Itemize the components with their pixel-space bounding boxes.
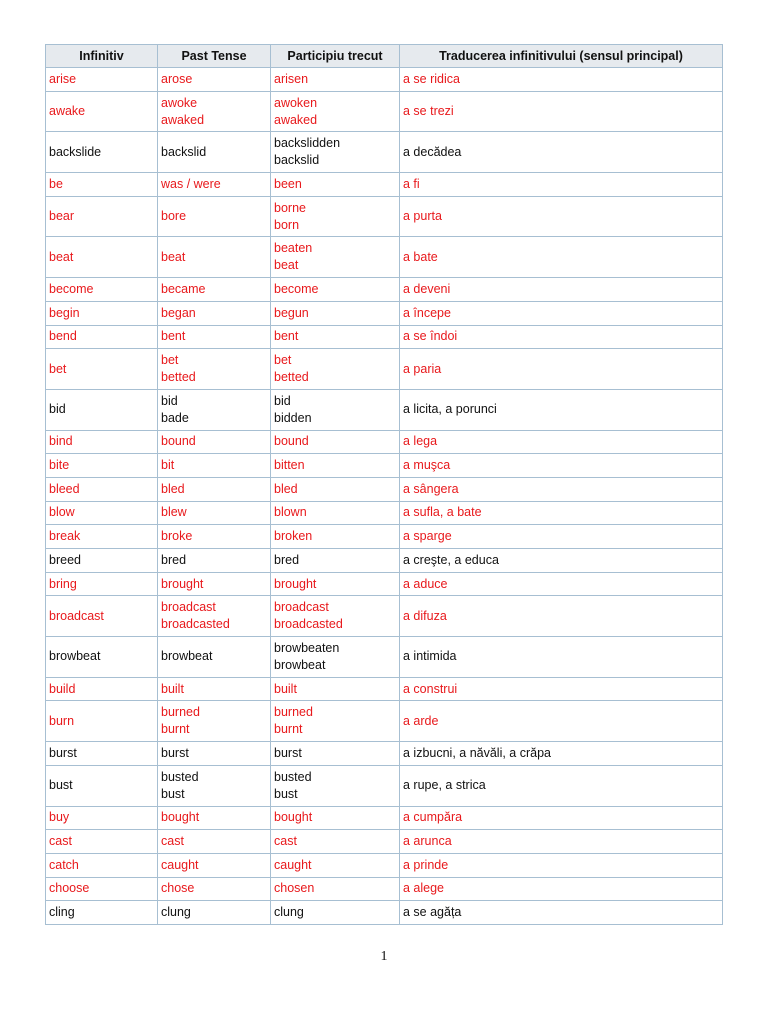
translation-cell: a prinde: [400, 853, 723, 877]
translation-cell: a arde: [400, 701, 723, 742]
past-tense-cell: [158, 68, 271, 92]
past-tense-cell: [158, 132, 271, 173]
past-participle-cell-form: arisen: [274, 71, 309, 86]
translation-cell: a se îndoi: [400, 325, 723, 349]
past-participle-cell-form: broadcasted: [274, 617, 343, 632]
translation-cell: a deveni: [400, 278, 723, 302]
past-participle-cell-form: caught: [274, 857, 312, 872]
past-participle-cell-form: bidden: [274, 410, 312, 425]
header-participiu-trecut: Participiu trecut: [271, 45, 400, 68]
past-participle-cell: [271, 454, 400, 478]
past-tense-cell-form: bled: [161, 481, 185, 496]
past-tense-cell-form: caught: [161, 857, 199, 872]
past-participle-cell: [271, 877, 400, 901]
infinitive-cell: bite: [46, 454, 158, 478]
table-row: [46, 278, 723, 302]
past-participle-cell-form: beat: [274, 258, 299, 273]
infinitive-cell: broadcast: [46, 596, 158, 637]
past-participle-cell-form: cast: [274, 834, 297, 849]
past-participle-cell-form: bred: [274, 552, 300, 567]
infinitive-cell: become: [46, 278, 158, 302]
past-tense-cell: [158, 701, 271, 742]
table-row: [46, 806, 723, 830]
table-row: [46, 349, 723, 390]
infinitive-cell: bleed: [46, 477, 158, 501]
past-participle-cell-form: bet: [274, 353, 292, 368]
past-participle-cell-form: built: [274, 681, 297, 696]
infinitive-cell: breed: [46, 549, 158, 573]
translation-cell: a izbucni, a năvăli, a crăpa: [400, 742, 723, 766]
past-tense-cell: [158, 742, 271, 766]
infinitive-cell: cling: [46, 901, 158, 925]
past-participle-cell: [271, 325, 400, 349]
past-tense-cell: [158, 501, 271, 525]
past-participle-cell: [271, 830, 400, 854]
past-tense-cell: [158, 637, 271, 678]
past-participle-cell-form: bound: [274, 434, 309, 449]
past-participle-cell-form: been: [274, 176, 302, 191]
past-participle-cell-form: bid: [274, 393, 291, 408]
past-participle-cell-form: chosen: [274, 881, 315, 896]
past-tense-cell: [158, 389, 271, 430]
infinitive-cell: begin: [46, 301, 158, 325]
translation-cell: a se trezi: [400, 91, 723, 132]
past-participle-cell-form: backslid: [274, 153, 320, 168]
past-tense-cell-form: bought: [161, 810, 200, 825]
past-participle-cell-form: bust: [274, 786, 298, 801]
table-row: [46, 549, 723, 573]
past-tense-cell: [158, 196, 271, 237]
table-row: [46, 389, 723, 430]
past-tense-cell-form: became: [161, 281, 206, 296]
translation-cell: a purta: [400, 196, 723, 237]
past-tense-cell: [158, 830, 271, 854]
translation-cell: a licita, a porunci: [400, 389, 723, 430]
table-row: [46, 877, 723, 901]
table-row: [46, 301, 723, 325]
past-tense-cell-form: brought: [161, 576, 204, 591]
translation-cell: a începe: [400, 301, 723, 325]
table-body: [46, 68, 723, 925]
infinitive-cell: bid: [46, 389, 158, 430]
past-tense-cell-form: bet: [161, 353, 179, 368]
infinitive-cell: beat: [46, 237, 158, 278]
past-tense-cell-form: broadcasted: [161, 617, 230, 632]
table-row: [46, 853, 723, 877]
table-row: [46, 525, 723, 549]
past-tense-cell-form: awaked: [161, 112, 205, 127]
past-tense-cell-form: cast: [161, 834, 184, 849]
past-participle-cell-form: browbeaten: [274, 640, 340, 655]
past-tense-cell-form: beat: [161, 249, 186, 264]
past-tense-cell: [158, 677, 271, 701]
table-row: [46, 677, 723, 701]
table-row: [46, 637, 723, 678]
past-participle-cell: [271, 765, 400, 806]
infinitive-cell: buy: [46, 806, 158, 830]
table-row: [46, 701, 723, 742]
past-participle-cell: [271, 901, 400, 925]
infinitive-cell: bear: [46, 196, 158, 237]
past-tense-cell-form: bent: [161, 329, 186, 344]
table-row: [46, 173, 723, 197]
past-participle-cell: [271, 301, 400, 325]
past-participle-cell: [271, 701, 400, 742]
past-tense-cell: [158, 901, 271, 925]
past-participle-cell: [271, 196, 400, 237]
header-infinitiv: Infinitiv: [46, 45, 158, 68]
past-participle-cell: [271, 742, 400, 766]
past-participle-cell: [271, 349, 400, 390]
infinitive-cell: bind: [46, 430, 158, 454]
past-tense-cell-form: arose: [161, 71, 193, 86]
infinitive-cell: burst: [46, 742, 158, 766]
past-participle-cell-form: bled: [274, 481, 298, 496]
past-tense-cell-form: began: [161, 305, 196, 320]
past-tense-cell-form: chose: [161, 881, 195, 896]
past-participle-cell-form: beaten: [274, 241, 313, 256]
past-participle-cell: [271, 132, 400, 173]
past-participle-cell-form: busted: [274, 769, 312, 784]
past-tense-cell-form: bound: [161, 434, 196, 449]
infinitive-cell: cast: [46, 830, 158, 854]
translation-cell: a muşca: [400, 454, 723, 478]
past-participle-cell: [271, 525, 400, 549]
table-row: [46, 430, 723, 454]
table-header-row: [46, 45, 723, 68]
past-tense-cell: [158, 525, 271, 549]
infinitive-cell: burn: [46, 701, 158, 742]
header-past-tense: Past Tense: [158, 45, 271, 68]
infinitive-cell: catch: [46, 853, 158, 877]
past-tense-cell: [158, 430, 271, 454]
translation-cell: a bate: [400, 237, 723, 278]
translation-cell: a sparge: [400, 525, 723, 549]
past-tense-cell-form: backslid: [161, 144, 207, 159]
infinitive-cell: arise: [46, 68, 158, 92]
past-tense-cell: [158, 91, 271, 132]
past-participle-cell: [271, 501, 400, 525]
table-row: [46, 765, 723, 806]
translation-cell: a alege: [400, 877, 723, 901]
past-tense-cell-form: bust: [161, 786, 185, 801]
translation-cell: a difuza: [400, 596, 723, 637]
past-tense-cell-form: burnt: [161, 722, 190, 737]
table-row: [46, 91, 723, 132]
infinitive-cell: break: [46, 525, 158, 549]
translation-cell: a se ridica: [400, 68, 723, 92]
translation-cell: a fi: [400, 173, 723, 197]
infinitive-cell: build: [46, 677, 158, 701]
translation-cell: a aduce: [400, 572, 723, 596]
infinitive-cell: be: [46, 173, 158, 197]
infinitive-cell: awake: [46, 91, 158, 132]
table-row: [46, 572, 723, 596]
past-participle-cell-form: blown: [274, 505, 307, 520]
past-tense-cell-form: bore: [161, 209, 187, 224]
past-participle-cell-form: borne: [274, 200, 306, 215]
past-participle-cell-form: clung: [274, 905, 304, 920]
past-tense-cell: [158, 325, 271, 349]
past-participle-cell-form: begun: [274, 305, 309, 320]
past-participle-cell-form: awoken: [274, 95, 318, 110]
past-participle-cell: [271, 596, 400, 637]
past-participle-cell-form: born: [274, 217, 300, 232]
infinitive-cell: choose: [46, 877, 158, 901]
past-tense-cell-form: bit: [161, 458, 175, 473]
translation-cell: a sângera: [400, 477, 723, 501]
past-participle-cell: [271, 806, 400, 830]
past-participle-cell-form: bitten: [274, 458, 305, 473]
table-row: [46, 742, 723, 766]
past-participle-cell-form: become: [274, 281, 319, 296]
header-traducere: Traducerea infinitivului (sensul principal): [400, 45, 723, 68]
past-participle-cell: [271, 278, 400, 302]
past-tense-cell: [158, 454, 271, 478]
past-participle-cell-form: awaked: [274, 112, 318, 127]
past-tense-cell: [158, 349, 271, 390]
past-tense-cell: [158, 806, 271, 830]
translation-cell: a intimida: [400, 637, 723, 678]
table-row: [46, 501, 723, 525]
past-participle-cell-form: backslidden: [274, 136, 341, 151]
past-tense-cell-form: burst: [161, 745, 189, 760]
past-participle-cell-form: brought: [274, 576, 317, 591]
table-row: [46, 477, 723, 501]
past-tense-cell: [158, 477, 271, 501]
past-participle-cell: [271, 173, 400, 197]
translation-cell: a rupe, a strica: [400, 765, 723, 806]
infinitive-cell: blow: [46, 501, 158, 525]
table-row: [46, 68, 723, 92]
table-row: [46, 454, 723, 478]
past-tense-cell: [158, 853, 271, 877]
translation-cell: a se agăța: [400, 901, 723, 925]
past-tense-cell: [158, 549, 271, 573]
past-tense-cell-form: browbeat: [161, 649, 213, 664]
past-tense-cell-form: betted: [161, 370, 196, 385]
past-participle-cell: [271, 677, 400, 701]
translation-cell: a creşte, a educa: [400, 549, 723, 573]
past-participle-cell-form: betted: [274, 370, 309, 385]
past-participle-cell: [271, 853, 400, 877]
past-participle-cell-form: broadcast: [274, 600, 329, 615]
translation-cell: a sufla, a bate: [400, 501, 723, 525]
page-number: 1: [380, 949, 388, 964]
infinitive-cell: bring: [46, 572, 158, 596]
past-tense-cell: [158, 173, 271, 197]
table-row: [46, 596, 723, 637]
past-participle-cell: [271, 477, 400, 501]
past-participle-cell-form: burst: [274, 745, 302, 760]
past-tense-cell: [158, 237, 271, 278]
table-row: [46, 325, 723, 349]
past-tense-cell-form: busted: [161, 769, 199, 784]
past-tense-cell: [158, 278, 271, 302]
irregular-verbs-table: [45, 44, 723, 925]
infinitive-cell: browbeat: [46, 637, 158, 678]
translation-cell: a paria: [400, 349, 723, 390]
past-tense-cell-form: built: [161, 681, 184, 696]
past-tense-cell-form: burned: [161, 705, 200, 720]
past-tense-cell: [158, 765, 271, 806]
translation-cell: a cumpăra: [400, 806, 723, 830]
past-participle-cell: [271, 637, 400, 678]
past-participle-cell-form: browbeat: [274, 657, 326, 672]
past-tense-cell-form: clung: [161, 905, 191, 920]
translation-cell: a lega: [400, 430, 723, 454]
past-participle-cell: [271, 237, 400, 278]
past-tense-cell: [158, 572, 271, 596]
past-participle-cell-form: burned: [274, 705, 313, 720]
past-participle-cell: [271, 68, 400, 92]
past-participle-cell: [271, 389, 400, 430]
past-tense-cell-form: broadcast: [161, 600, 216, 615]
past-tense-cell: [158, 596, 271, 637]
infinitive-cell: bend: [46, 325, 158, 349]
past-participle-cell: [271, 430, 400, 454]
past-tense-cell-form: awoke: [161, 95, 198, 110]
table-row: [46, 132, 723, 173]
infinitive-cell: bet: [46, 349, 158, 390]
past-participle-cell-form: broken: [274, 529, 313, 544]
table-row: [46, 830, 723, 854]
past-participle-cell: [271, 572, 400, 596]
past-participle-cell-form: burnt: [274, 722, 303, 737]
translation-cell: a decădea: [400, 132, 723, 173]
past-tense-cell-form: bade: [161, 410, 189, 425]
past-participle-cell-form: bought: [274, 810, 313, 825]
translation-cell: a arunca: [400, 830, 723, 854]
past-participle-cell: [271, 549, 400, 573]
translation-cell: a construi: [400, 677, 723, 701]
past-tense-cell: [158, 877, 271, 901]
table-row: [46, 901, 723, 925]
table-row: [46, 196, 723, 237]
past-tense-cell-form: blew: [161, 505, 187, 520]
table-row: [46, 237, 723, 278]
past-tense-cell-form: bid: [161, 393, 178, 408]
past-tense-cell-form: bred: [161, 552, 187, 567]
past-tense-cell: [158, 301, 271, 325]
infinitive-cell: backslide: [46, 132, 158, 173]
past-tense-cell-form: broke: [161, 529, 193, 544]
infinitive-cell: bust: [46, 765, 158, 806]
past-participle-cell: [271, 91, 400, 132]
past-tense-cell-form: was / were: [161, 176, 221, 191]
past-participle-cell-form: bent: [274, 329, 299, 344]
